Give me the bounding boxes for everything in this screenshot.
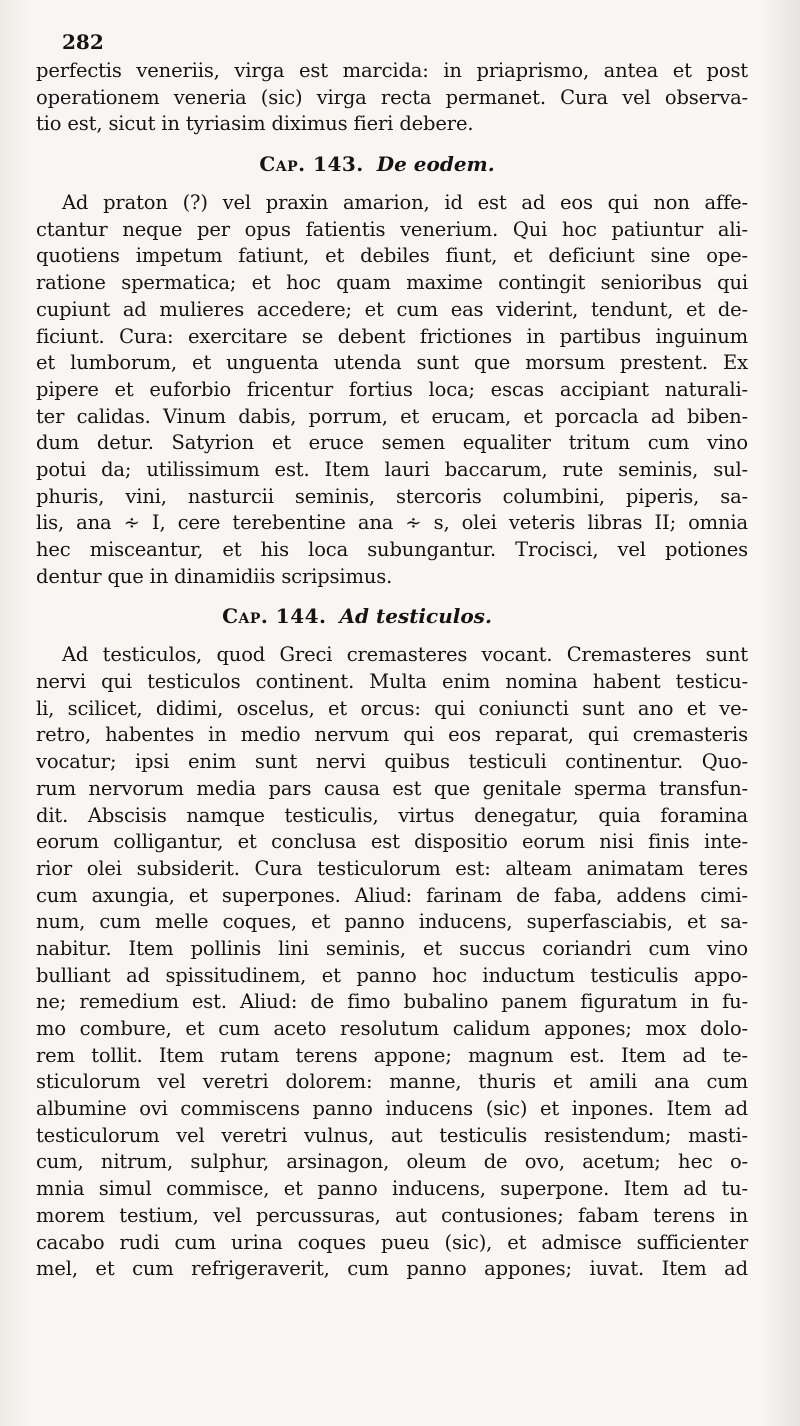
text-line: ficiunt. Cura: exercitare se debent frictiones in partibus inguinum [36,324,748,348]
text-line: cacabo rudi cum urina coques pueu (sic), et admisce sufficienter [36,1230,748,1254]
chapter-144-paragraph [36,642,748,1283]
text-line: Ad praton (?) vel praxin amarion, id est ad eos qui non affe- [62,191,748,215]
text-line: quotiens impetum fatiunt, et debiles fiunt, et deficiunt sine ope- [36,244,748,268]
text-line: bulliant ad spissitudinem, et panno hoc inductum testiculis appo- [36,963,748,987]
text-line: ratione spermatica; et hoc quam maxime contingit senioribus qui [36,271,748,295]
page-text [36,28,748,1283]
text-line: sticulorum vel veretri dolorem: manne, thuris et amili ana cum [36,1070,748,1094]
text-line: eorum colligantur, et conclusa est dispositio eorum nisi finis inte- [36,830,748,854]
text-line: vocatur; ipsi enim sunt nervi quibus testiculi continentur. Quo- [36,750,748,774]
text-line: num, cum melle coques, et panno inducens, superfasciabis, et sa- [36,910,748,934]
text-line: cum, nitrum, sulphur, arsinagon, oleum de ovo, acetum; hec o- [36,1150,748,1174]
text-line: cum axungia, et superpones. Aliud: farinam de faba, addens cimi- [36,883,748,907]
text-line: pipere et euforbio fricentur fortius loca; escas accipiant naturali- [36,377,748,401]
text-line: ter calidas. Vinum dabis, porrum, et erucam, et porcacla ad biben- [36,404,748,428]
text-line: hec misceantur, et his loca subungantur. Trocisci, vel potiones [36,538,748,561]
text-line: tio est, sicut in tyriasim diximus fieri debere. [36,112,474,136]
text-line: rum nervorum media pars causa est que genitale sperma transfun- [36,776,748,800]
chapter-label: Cap. 144. [222,604,327,629]
text-line: ne; remedium est. Aliud: de fimo bubalino panem figuratum in fu- [36,990,748,1014]
chapter-heading-143 [36,138,748,190]
text-line: mo combure, et cum aceto resolutum calidum appones; mox dolo- [36,1017,748,1040]
text-line: ctantur neque per opus fatientis venerium. Qui hoc patiuntur ali- [36,217,748,241]
text-line: lis, ana ∻ I, cere terebentine ana ∻ s, olei veteris libras II; omnia [36,511,748,535]
chapter-title: De eodem. [376,152,495,177]
page-number: 282 [62,30,104,54]
text-line: mnia simul commisce, et panno inducens, superpone. Item ad tu- [36,1177,748,1201]
text-line: retro, habentes in medio nervum qui eos reparat, qui cremasteris [36,723,748,747]
text-line: operationem veneria (sic) virga recta permanet. Cura vel observa- [36,85,748,109]
text-line: rem tollit. Item rutam terens appone; magnum est. Item ad te- [36,1043,748,1067]
text-line: perfectis veneriis, virga est marcida: in priaprismo, antea et post [36,59,748,82]
text-line: phuris, vini, nasturcii seminis, stercoris columbini, piperis, sa- [36,484,748,508]
text-line: potui da; utilissimum est. Item lauri baccarum, rute seminis, sul- [36,457,748,481]
chapter-heading-144 [36,590,748,642]
text-line: Ad testiculos, quod Greci cremasteres vocant. Cremasteres sunt [62,643,748,667]
text-line: mel, et cum refrigeraverit, cum panno appones; iuvat. Item ad [36,1257,748,1281]
chapter-title: Ad testiculos. [339,604,492,629]
text-line: dit. Abscisis namque testiculis, virtus denegatur, quia foramina [36,803,748,827]
text-line: rior olei subsiderit. Cura testiculorum est: alteam animatam teres [36,856,748,880]
text-line: testiculorum vel veretri vulnus, aut testiculis resistendum; masti- [36,1123,748,1147]
chapter-143-paragraph [36,190,748,590]
text-line: et lumborum, et unguenta utenda sunt que morsum prestent. Ex [36,351,748,375]
text-line: li, scilicet, didimi, oscelus, et orcus: qui coniuncti sunt ano et ve- [36,696,748,720]
text-line: cupiunt ad mulieres accedere; et cum eas viderint, tendunt, et de- [36,297,748,321]
intro-paragraph [36,58,748,138]
text-line: dum detur. Satyrion et eruce semen equaliter tritum cum vino [36,431,748,455]
text-line: nervi qui testiculos continent. Multa enim nomina habent testicu- [36,670,748,694]
text-line: morem testium, vel percussuras, aut contusiones; fabam terens in [36,1203,748,1227]
text-line: albumine ovi commiscens panno inducens (sic) et inpones. Item ad [36,1097,748,1121]
text-line: dentur que in dinamidiis scripsimus. [36,564,393,588]
text-line: nabitur. Item pollinis lini seminis, et succus coriandri cum vino [36,936,748,960]
chapter-label: Cap. 143. [259,152,364,177]
